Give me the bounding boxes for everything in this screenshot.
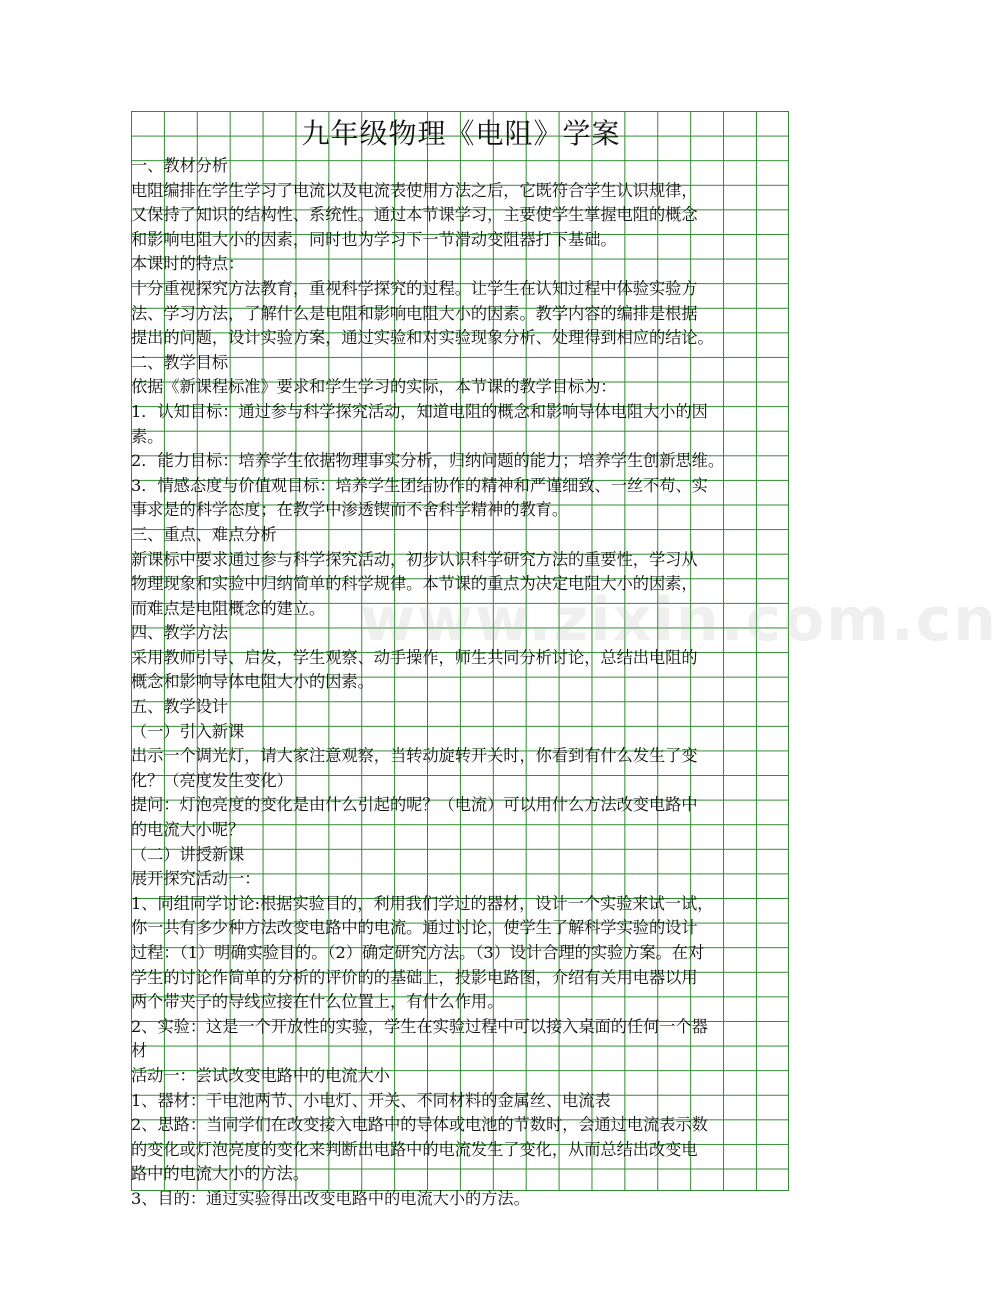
text-line: 新课标中要求通过参与科学探究活动，初步认识科学研究方法的重要性，学习从 xyxy=(131,549,698,569)
text-line: 化？（亮度发生变化） xyxy=(131,770,293,790)
document-body xyxy=(131,154,791,1212)
text-line: （一）引入新课 xyxy=(131,721,245,741)
text-line: 2、实验：这是一个开放性的实验，学生在实验过程中可以接入桌面的任何一个器 xyxy=(131,1016,708,1036)
text-line: 学生的讨论作简单的分析的评价的的基础上，投影电路图，介绍有关用电器以用 xyxy=(131,967,698,987)
text-line: 的变化或灯泡亮度的变化来判断出电路中的电流发生了变化，从而总结出改变电 xyxy=(131,1139,698,1159)
text-line: 材 xyxy=(131,1041,148,1061)
text-line: 十分重视探究方法教育，重视科学探究的过程。让学生在认知过程中体验实验方 xyxy=(131,278,698,298)
text-line: 提出的问题，设计实验方案，通过实验和对实验现象分析、处理得到相应的结论。 xyxy=(131,328,714,348)
text-line: 的电流大小呢？ xyxy=(131,820,245,840)
text-line: 过程：（1）明确实验目的。（2）确定研究方法。（3）设计合理的实验方案。在对 xyxy=(131,943,705,962)
text-line: 2．能力目标：培养学生依据物理事实分析，归纳问题的能力；培养学生创新思维。 xyxy=(131,451,725,471)
text-line: 又保持了知识的结构性、系统性。通过本节课学习，主要使学生掌握电阻的概念 xyxy=(131,205,698,225)
text-line: 本课时的特点： xyxy=(131,254,245,274)
text-line: 四、教学方法 xyxy=(131,623,229,643)
text-line: 1、同组同学讨论:根据实验目的，利用我们学过的器材，设计一个实验来试一试， xyxy=(131,893,714,913)
text-line: 一、教材分析 xyxy=(131,156,229,175)
watermark: www.zixin.com.cn xyxy=(360,585,998,655)
text-line: 物理现象和实验中归纳简单的科学规律。本节课的重点为决定电阻大小的因素， xyxy=(131,574,698,594)
text-line: 3、目的：通过实验得出改变电路中的电流大小的方法。 xyxy=(131,1188,530,1208)
text-line: 依据《新课程标准》要求和学生学习的实际，本节课的教学目标为： xyxy=(131,377,617,397)
text-line: 提问：灯泡亮度的变化是由什么引起的呢？（电流）可以用什么方法改变电路中 xyxy=(131,795,698,815)
text-line: 素。 xyxy=(131,426,164,446)
text-line: 电阻编排在学生学习了电流以及电流表使用方法之后，它既符合学生认识规律， xyxy=(131,180,698,200)
text-line: 而难点是电阻概念的建立。 xyxy=(131,598,326,618)
text-line: 二、教学目标 xyxy=(131,352,229,372)
text-line: 出示一个调光灯，请大家注意观察，当转动旋转开关时，你看到有什么发生了变 xyxy=(131,746,698,766)
text-line: 和影响电阻大小的因素，同时也为学习下一节滑动变阻器打下基础。 xyxy=(131,229,617,249)
text-line: 活动一：尝试改变电路中的电流大小 xyxy=(131,1065,390,1085)
document-title: 九年级物理《电阻》学案 xyxy=(301,117,621,150)
text-line: 法、学习方法，了解什么是电阻和影响电阻大小的因素。教学内容的编排是根据 xyxy=(131,303,698,323)
text-line: 路中的电流大小的方法。 xyxy=(131,1164,310,1184)
text-line: 五、教学设计 xyxy=(131,697,229,717)
text-line: 展开探究活动一： xyxy=(131,869,261,889)
text-line: 采用教师引导、启发，学生观察、动手操作，师生共同分析讨论，总结出电阻的 xyxy=(131,647,698,667)
text-line: 1．认知目标：通过参与科学探究活动，知道电阻的概念和影响导体电阻大小的因 xyxy=(131,401,708,421)
text-line: 1、器材：干电池两节、小电灯、开关、不同材料的金属丝、电流表 xyxy=(131,1090,611,1110)
text-line: （二）讲授新课 xyxy=(131,844,245,864)
text-line: 事求是的科学态度；在教学中渗透锲而不舍科学精神的教育。 xyxy=(131,500,569,520)
text-line: 3．情感态度与价值观目标：培养学生团结协作的精神和严谨细致、一丝不苟、实 xyxy=(131,475,708,495)
document-content xyxy=(131,114,791,1212)
text-line: 你一共有多少种方法改变电路中的电流。通过讨论，使学生了解科学实验的设计 xyxy=(131,918,698,938)
text-line: 两个带夹子的导线应接在什么位置上，有什么作用。 xyxy=(131,992,504,1012)
text-line: 2、思路：当同学们在改变接入电路中的导体或电池的节数时，会通过电流表示数 xyxy=(131,1115,708,1135)
text-line: 三、重点、难点分析 xyxy=(131,524,277,544)
text-line: 概念和影响导体电阻大小的因素。 xyxy=(131,672,374,692)
